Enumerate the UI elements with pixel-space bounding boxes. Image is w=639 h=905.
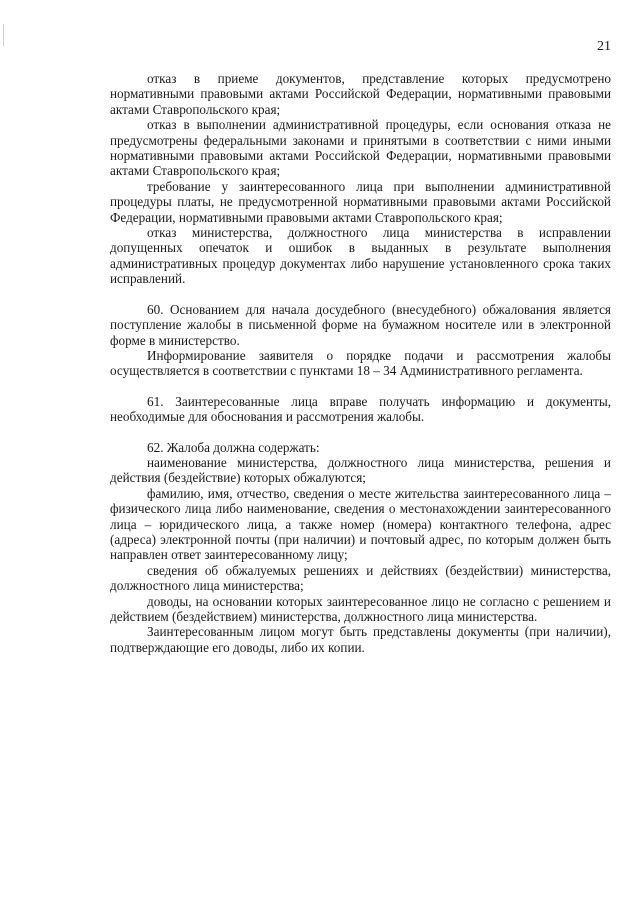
paragraph-gap bbox=[110, 425, 611, 440]
paragraph-item-60: 60. Основанием для начала досудебного (внесудебного) обжалования является поступление жалобы в письменной форме на бумажном носителе или в электронной форме в министерство. bbox=[110, 301, 611, 348]
paragraph-gap bbox=[110, 379, 611, 394]
document-body bbox=[110, 71, 611, 655]
paragraph-fee-requirement: требование у заинтересованного лица при выполнении административной процедуры платы, не предусмотренной нормативными правовыми актами Российской Федерации, нормативными правовыми актами Ставропольского края; bbox=[110, 178, 611, 225]
page-number: 21 bbox=[597, 39, 611, 54]
paragraph-applicant-details: фамилию, имя, отчество, сведения о месте жительства заинтересованного лица – физического лица либо наименование, сведения о местонахождении заинтересованного лица – юридического лица, а также номер (номера) контактного телефона, адрес (адреса) электронной почты (при наличии) и почтовый адрес, по которым должен быть направлен ответ заинтересованному лицу; bbox=[110, 485, 611, 563]
paragraph-item-62: 62. Жалоба должна содержать: bbox=[147, 439, 320, 455]
paragraph-gap bbox=[110, 287, 611, 302]
paragraph-ministry-name: наименование министерства, должностного лица министерства, решения и действия (бездействие) которых обжалуются; bbox=[110, 454, 611, 486]
paragraph-informing: Информирование заявителя о порядке подачи и рассмотрения жалобы осуществляется в соответствии с пунктами 18 – 34 Административного регламента. bbox=[110, 347, 611, 379]
scan-edge-mark bbox=[3, 24, 4, 46]
paragraph-appealed-decisions: сведения об обжалуемых решениях и действиях (бездействии) министерства, должностного лица министерства; bbox=[110, 562, 611, 594]
paragraph-arguments: доводы, на основании которых заинтересованное лицо не согласно с решением и действием (бездействием) министерства, должностного лица министерства. bbox=[110, 593, 611, 624]
paragraph-supporting-documents: Заинтересованным лицом могут быть представлены документы (при наличии), подтверждающие его доводы, либо их копии. bbox=[110, 624, 611, 655]
paragraph-item-61: 61. Заинтересованные лица вправе получать информацию и документы, необходимые для обоснования и рассмотрения жалобы. bbox=[110, 393, 611, 425]
paragraph-refusal-procedure: отказ в выполнении административной процедуры, если основания отказа не предусмотрены федеральными законами и принятыми в соответствии с ними иными нормативными правовыми актами Российской Федерации, нормативными правовыми актами Ставропольского края; bbox=[110, 117, 611, 179]
paragraph-refusal-documents: отказ в приеме документов, представление которых предусмотрено нормативными правовыми актами Российской Федерации, нормативными правовыми актами Ставропольского края; bbox=[110, 71, 611, 117]
paragraph-refusal-corrections: отказ министерства, должностного лица министерства в исправлении допущенных опечаток и ошибок в выданных в результате выполнения административных процедур документах либо нарушение установленного срока таких исправлений. bbox=[110, 225, 611, 287]
